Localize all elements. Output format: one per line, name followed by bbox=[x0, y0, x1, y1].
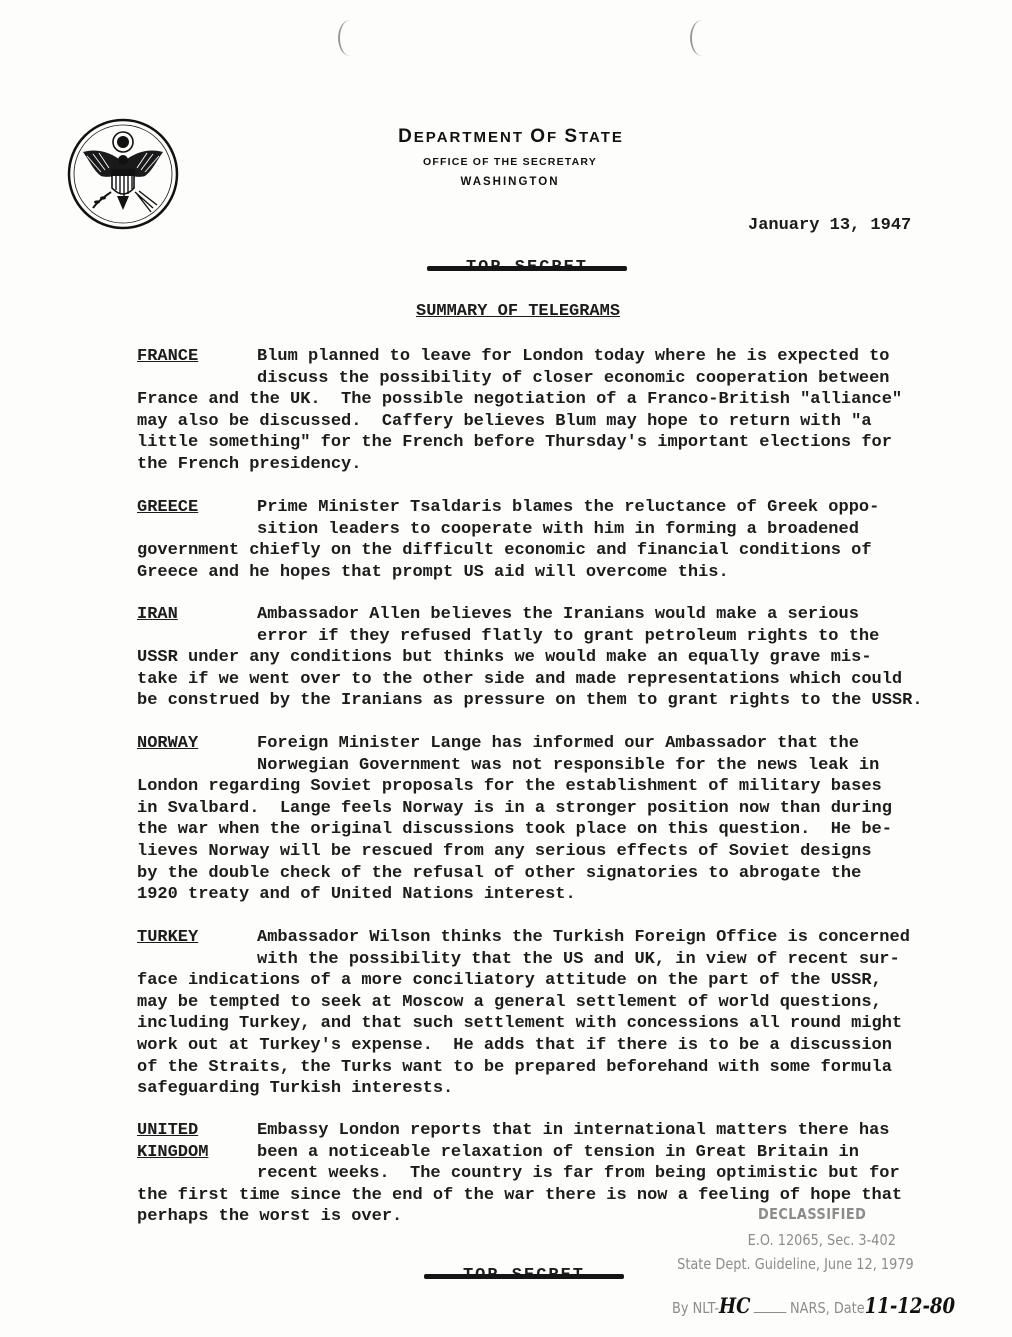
strikeout-bar bbox=[427, 266, 627, 271]
section-iran bbox=[137, 604, 949, 712]
section-norway bbox=[137, 733, 949, 906]
section-line: lieves Norway will be rescued from any serious effects of Soviet designs bbox=[137, 841, 872, 861]
section-label: NORWAY bbox=[137, 734, 199, 753]
section-line: sition leaders to cooperate with him in forming a broadened bbox=[257, 519, 859, 539]
section-line: face indications of a more conciliatory attitude on the part of the USSR, bbox=[137, 971, 882, 991]
document-date: January 13, 1947 bbox=[748, 216, 912, 235]
section-line: may also be discussed. Caffery believes Blum may hope to return with "a bbox=[137, 411, 872, 431]
stamp-executive-order: E.O. 12065, Sec. 3-402 bbox=[747, 1231, 896, 1249]
section-line: error if they refused flatly to grant petroleum rights to the bbox=[257, 626, 880, 646]
section-turkey bbox=[137, 927, 949, 1100]
section-label: TURKEY bbox=[137, 928, 199, 947]
stamp-guideline: State Dept. Guideline, June 12, 1979 bbox=[677, 1255, 914, 1273]
section-line: USSR under any conditions but thinks we would make an equally grave mis- bbox=[137, 648, 872, 668]
section-line: Prime Minister Tsaldaris blames the reluctance of Greek oppo- bbox=[257, 498, 880, 517]
section-line: Blum planned to leave for London today where he is expected to bbox=[257, 347, 890, 366]
section-label: IRAN bbox=[137, 605, 178, 624]
section-line: recent weeks. The country is far from being optimistic but for bbox=[257, 1164, 900, 1184]
letterhead bbox=[300, 126, 720, 188]
section-line: Embassy London reports that in international matters there has bbox=[257, 1121, 890, 1140]
section-line: in Svalbard. Lange feels Norway is in a stronger position now than during bbox=[137, 798, 892, 818]
section-line: government chiefly on the difficult economic and financial conditions of bbox=[137, 541, 872, 561]
letterhead-office: OFFICE OF THE SECRETARY bbox=[422, 156, 598, 168]
stamp-nars-label: NARS, Date bbox=[790, 1299, 865, 1317]
section-label: FRANCE bbox=[137, 347, 199, 366]
letterhead-city: WASHINGTON bbox=[460, 176, 560, 188]
stamp-authorization bbox=[672, 1293, 955, 1318]
section-line: discuss the possibility of closer economic cooperation between bbox=[257, 368, 890, 388]
section-line: perhaps the worst is over. bbox=[137, 1207, 403, 1227]
section-line: by the double check of the refusal of other signatories to abrogate the bbox=[137, 863, 862, 883]
section-line: with the possibility that the US and UK, in view of recent sur- bbox=[257, 949, 900, 969]
section-line: of the Straits, the Turks want to be prepared beforehand with some formula bbox=[137, 1057, 892, 1077]
section-line: little something" for the French before Thursday's important elections for bbox=[137, 433, 892, 453]
section-line: the French presidency. bbox=[137, 454, 362, 474]
great-seal-emblem bbox=[67, 118, 179, 230]
section-label: UNITED KINGDOM bbox=[137, 1121, 209, 1162]
section-line: France and the UK. The possible negotiation of a Franco-British "alliance" bbox=[137, 390, 903, 410]
section-line: London regarding Soviet proposals for the establishment of military bases bbox=[137, 777, 882, 797]
section-line: may be tempted to seek at Moscow a general settlement of world questions, bbox=[137, 992, 882, 1012]
section-line: be construed by the Iranians as pressure on them to grant rights to the USSR. bbox=[137, 691, 923, 711]
stamp-signature-line bbox=[754, 1312, 787, 1313]
section-line: take if we went over to the other side and made representations which could bbox=[137, 669, 903, 689]
stamp-initials: HC bbox=[719, 1293, 751, 1318]
section-line: the war when the original discussions took place on this question. He be- bbox=[137, 820, 892, 840]
classification-marking-bottom bbox=[424, 1266, 624, 1288]
stamp-heading: DECLASSIFIED bbox=[758, 1205, 867, 1223]
section-france bbox=[137, 346, 949, 476]
punch-hole-right bbox=[690, 20, 714, 56]
section-line: safeguarding Turkish interests. bbox=[137, 1079, 454, 1099]
section-line: Foreign Minister Lange has informed our Ambassador that the bbox=[257, 734, 859, 753]
stamp-date: 11-12-80 bbox=[864, 1293, 956, 1318]
section-label: GREECE bbox=[137, 498, 199, 517]
document-title: SUMMARY OF TELEGRAMS bbox=[416, 302, 621, 321]
section-line: 1920 treaty and of United Nations interest. bbox=[137, 885, 576, 905]
strikeout-bar bbox=[424, 1274, 624, 1279]
section-greece bbox=[137, 497, 949, 583]
stamp-by-label: By NLT- bbox=[672, 1299, 720, 1317]
classification-marking-top bbox=[427, 258, 627, 280]
section-line: Ambassador Wilson thinks the Turkish Foreign Office is concerned bbox=[257, 928, 910, 947]
section-line: Norwegian Government was not responsible for the news leak in bbox=[257, 755, 880, 775]
letterhead-department: DEPARTMENT OF STATE bbox=[398, 126, 624, 147]
section-line: including Turkey, and that such settlement with concessions all round might bbox=[137, 1014, 903, 1034]
section-line: Ambassador Allen believes the Iranians would make a serious bbox=[257, 605, 859, 624]
section-line: been a noticeable relaxation of tension in Great Britain in bbox=[257, 1142, 859, 1162]
punch-hole-left bbox=[338, 20, 362, 56]
section-line: the first time since the end of the war there is now a feeling of hope that bbox=[137, 1185, 903, 1205]
section-line: work out at Turkey's expense. He adds that if there is to be a discussion bbox=[137, 1035, 892, 1055]
section-line: Greece and he hopes that prompt US aid will overcome this. bbox=[137, 562, 729, 582]
